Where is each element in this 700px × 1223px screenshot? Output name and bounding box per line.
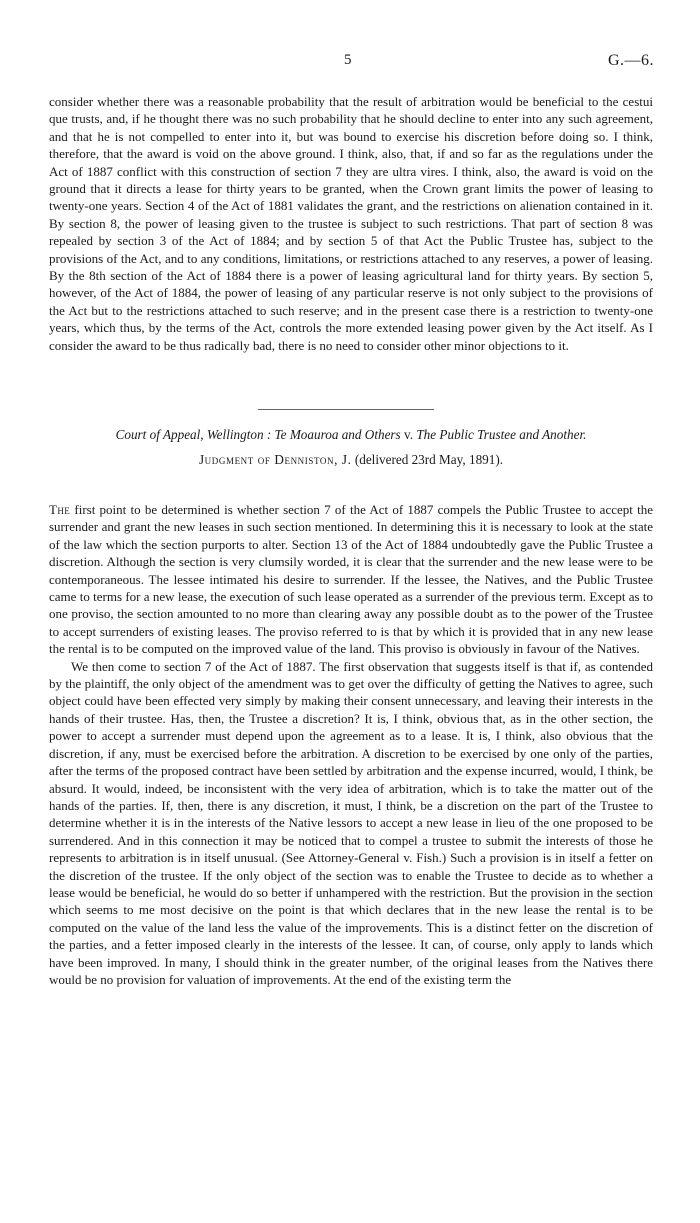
- judgment-date: (delivered 23rd May, 1891).: [354, 452, 504, 467]
- judgment-heading: [49, 452, 653, 468]
- paragraph-1-text: first point to be determined is whether section 7 of the Act of 1887 compels the Public Trustee to accept the surrender and grant the new leases in such section mentioned. In determining this it is necessary to look at the state of the law which the section purports to alter. Section 13 of the Act of 1884 undoubtedly gave the Public Trustee a discretion. Although the section is very clumsily worded, it is clear that the surrender and the new lease were to be contemporaneous. The lessee intimated his desire to surrender. If the lessee, the Natives, and the Public Trustee came to terms for a new lease, the execution of such lease operated as a surrender of the previous term. Except as to one proviso, the section amounted to no more than clearing away any possible doubt as to the power of the Trustee to accept surrenders of existing leases. The proviso referred to is that by which it is provided that in any new lease the rental is to be computed on the improved value of the land. This proviso is obviously in favour of the Natives.: [49, 502, 653, 657]
- judgment-body: [49, 501, 653, 988]
- judgment-label: Judgment of Denniston, J.: [198, 452, 352, 467]
- document-reference: G.—6.: [607, 52, 654, 69]
- case-title: [49, 427, 653, 443]
- lead-word: The: [49, 502, 71, 517]
- versus: v.: [404, 427, 414, 442]
- judgment-paragraph-2: We then come to section 7 of the Act of 1887. The first observation that suggests itself is that if, as contended by the plaintiff, the only object of the amendment was to get over the difficulty of getting the Natives to agree, such object could have been effected very simply by making their consent unnecessary, and leaving their interests in the hands of their trustee. Has, then, the Trustee a discretion? It is, I think, obvious that, as in the other section, the power to accept a surrender must depend upon the agreement as to a lease. It is, I think, also obvious that the discretion, if any, must be exercised before the arbitration. A discretion to be exercised by one only of the parties, after the terms of the proposed contract have been settled by arbitration and the expense incurred, would, I think, be absurd. It would, indeed, be inconsistent with the very idea of arbitration, which is to take the matter out of the hands of the parties. If, then, there is any discretion, it must, I think, be a discretion on the part of the Trustee to determine whether it is in the interests of the Native lessors to accept a new lease in lieu of the one proposed to be surrendered. And in this connection it may be noticed that to compel a trustee to submit the interests of those he represents to arbitration is in itself unusual. (See Attorney-General v. Fish.) Such a provision is in itself a fetter on the discretion of the trustee. If the only object of the section was to enable the Trustee to decide as to whether a lease would be beneficial, he would do so better if unhampered with the restriction. But the provision in the section which seems to me most decisive on the point is that which declares that in the new lease the rental is to be computed on the value of the land less the value of the improvements. This is a distinct fetter on the discretion of the parties, and a fetter imposed clearly in the interests of the lessee. It can, of course, only apply to lands which have been improved. In many, I should think in the greater number, of the original leases from the Natives there would be no provision for valuation of improvements. At the end of the existing term the: [49, 658, 653, 987]
- page-header: [0, 52, 700, 72]
- section-divider: [258, 409, 434, 410]
- defendants: The Public Trustee and Another.: [416, 427, 587, 442]
- continued-paragraph: consider whether there was a reasonable probability that the result of arbitration would be beneficial to the cestui que trusts, and, if he thought there was no such probability that he should decline to enter into any such agreement, and that he is not compelled to enter into it, but was bound to exercise his discretion before doing so. I think, therefore, that the award is void on the above ground. I think, also, that, if and so far as the regulations under the Act of 1887 conflict with this construction of section 7 they are ultra vires. I think, also, the award is void on the ground that it directs a lease for thirty years to be granted, when the Crown grant limits the power of leasing to twenty-one years. Section 4 of the Act of 1881 validates the grant, and the restrictions on alienation contained in it. By section 8, the power of leasing given to the trustee is subject to such restrictions. That part of section 8 was repealed by section 3 of the Act of 1884; and by section 5 of that Act the Public Trustee has, subject to the provisions of the Act, and to any conditions, limitations, or restrictions attached to any reserves, a power of leasing. By the 8th section of the Act of 1884 there is a power of leasing agricultural land for thirty years. By section 5, however, of the Act of 1884, the power of leasing of any particular reserve is not only subject to the provisions of the Act but to the restrictions attached to such reserve; and in the present case there is a restriction to twenty-one years, which thus, by the terms of the Act, controls the more extended leasing power given by the Act itself. As I consider the award to be thus radically bad, there is no need to consider other minor objections to it.: [49, 94, 653, 353]
- judgment-paragraph-1: [49, 501, 653, 658]
- opinion-continuation: [49, 93, 653, 354]
- court-name: Court of Appeal, Wellington :: [115, 427, 272, 442]
- page-number: 5: [344, 52, 352, 68]
- plaintiffs: Te Moauroa and Others: [274, 427, 401, 442]
